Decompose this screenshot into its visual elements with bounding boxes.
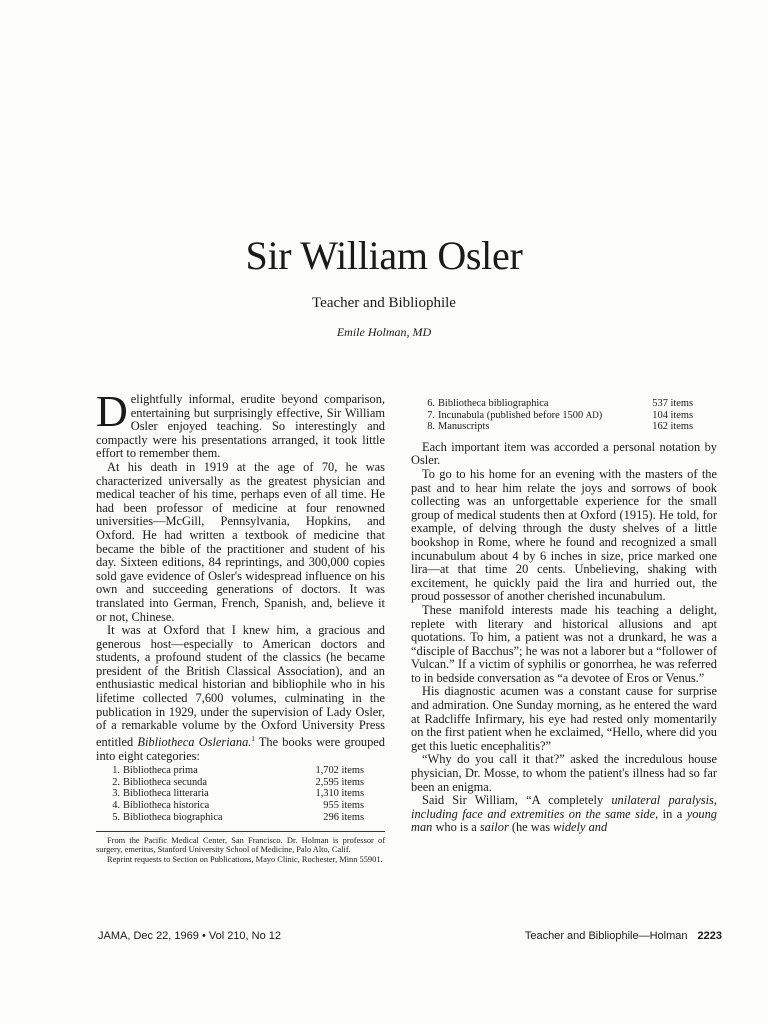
paragraph-6: These manifold interests made his teaching a delight, replete with literary and historical allusions and apt quotations. To him, a patient was not a drunkard, he was a “disciple of Bacchus”; he was not a laborer but a “follower of Vulcan.” If a victim of syphilis or gonorrhea, he was referred to in bedside conversation as “a devotee of Eros or Venus.” [411,602,717,685]
list-item [96,765,364,777]
paragraph-9-text-c: who is a [432,820,480,835]
paragraph-2: At his death in 1919 at the age of 70, he was characterized universally as the greatest physician and medical teacher of his time, perhaps even of all time. He had been professor of medicine at four renowned universities—McGill, Pennsylvania, Hopkins, and Oxford. He had written a textbook of medicine that became the bible of the practitioner and student of his day. Sixteen editions, 84 reprintings, and 300,000 copies sold gave evidence of Osler's widespread influence on his own and succeeding generations of doctors. It was translated into German, French, Spanish, and, believe it or not, Chinese. [96,459,385,624]
list-item-number: 4. [112,799,120,811]
list-item-count: 537 items [652,398,693,409]
drop-cap: D [96,387,128,436]
paragraph-9-text-b: in a [658,806,687,821]
paragraph-3-text-a: It was at Oxford that I knew him, a gracious and generous host—especially to American doctors and students, a profound student of the classics (he became president of the British Classical Association), and an enthusiastic medical historian and bibliophile who in his lifetime collected 7,600 volumes, culminating in the publication in 1929, under the supervision of Lady Osler, of a remarkable volume by the Oxford University Press entitled [96,623,385,749]
page-number: 2223 [697,930,722,942]
article-subtitle: Teacher and Bibliophile [312,295,456,311]
list-item-count: 2,595 items [315,776,364,788]
list-item [96,812,364,824]
list-item-count: 955 items [323,799,364,811]
left-column [96,387,385,864]
list-item [411,398,693,410]
book-title-italic: Bibliotheca Osleriana. [137,734,252,749]
list-item-name: Bibliotheca prima [123,765,198,777]
list-item-number: 6. [427,398,435,409]
category-list-right [411,398,693,433]
list-item-count: 296 items [323,811,364,823]
paragraph-1-text: elightfully informal, erudite beyond comparison, entertaining but surprisingly effective, Sir William Osler enjoyed teaching. So interestingly and compactly were his presentations arranged, it took little effort to remember them. [96,392,385,461]
paragraph-3 [96,624,385,763]
list-item-number: 1. [112,765,120,777]
list-item [411,410,693,422]
list-item-number: 8. [427,421,435,433]
list-item [411,421,693,433]
list-item-count: 162 items [652,421,693,433]
list-item-name-end: ) [598,409,603,421]
italic-phrase: young man [411,806,717,835]
list-item [96,777,364,789]
list-item-name [438,410,652,422]
list-item [96,800,364,812]
paragraph-4: Each important item was accorded a personal notation by Osler. [411,439,717,468]
paragraph-1 [96,387,385,461]
italic-phrase: sailor [479,820,509,835]
list-item-name: Bibliotheca historica [123,799,210,811]
list-item-name: Bibliotheca secunda [123,776,207,788]
list-item-count: 1,310 items [315,788,364,800]
reference-superscript: 1 [251,734,255,743]
footer-running-head [525,930,722,943]
list-item-name: Bibliotheca bibliographica [438,398,549,409]
running-title: Teacher and Bibliophile—Holman [524,930,688,942]
list-item-number: 3. [112,788,120,800]
era-abbreviation: AD [585,409,599,420]
list-item-number: 7. [427,409,435,421]
list-item-name: Bibliotheca biographica [123,811,223,823]
footnote-reprint: Reprint requests to Section on Publications, Mayo Clinic, Rochester, Minn 55901. [107,854,383,864]
paragraph-9-text-a: Said Sir William, “A completely [422,793,612,808]
right-column [411,396,717,835]
footnote-affiliation: From the Pacific Medical Center, San Francisco. Dr. Holman is professor of surgery, emeritus, Stanford University School of Medicine, Palo Alto, Calif. [96,836,385,855]
paragraph-8: “Why do you call it that?” asked the incredulous house physician, Dr. Mosse, to whom the patient's illness had so far been an enigma. [411,752,717,794]
italic-phrase: widely and [553,820,608,835]
footer-journal-citation: JAMA, Dec 22, 1969 • Vol 210, No 12 [98,930,282,942]
list-item-name: Manuscripts [438,421,490,433]
list-item-name: Bibliotheca litteraria [123,788,209,800]
list-item-number: 5. [112,811,120,823]
italic-phrase: unilateral paralysis, including face and extremities on the same side, [411,793,717,821]
paragraph-3-text-b: The books were grouped into eight categories: [96,734,385,763]
list-item-count: 104 items [652,409,693,421]
paragraph-9 [411,794,717,835]
category-list-left [96,765,364,823]
paragraph-9-text-d: (he was [508,820,554,835]
footnote-divider [96,831,385,832]
list-item-count: 1,702 items [315,765,364,777]
article-title: Sir William Osler [245,233,523,278]
paragraph-5: To go to his home for an evening with the masters of the past and to hear him relate the joys and sorrows of book collecting was an unforgettable experience for the small group of medical students then at Oxford (1915). He told, for example, of delving through the dusty shelves of a little bookshop in Rome, where he found and recognized a small incunabulum about 4 by 6 inches in size, price marked one lira—at that time 20 cents. Unbelieving, shaking with excitement, he quickly paid the lira and hurried out, the proud possessor of another cherished incunabulum. [411,466,717,604]
paragraph-7: His diagnostic acumen was a constant cause for surprise and admiration. One Sunday morning, as he entered the ward at Radcliffe Infirmary, his eye had rested only momentarily on the first patient when he exclaimed, “Hello, where did you get this luetic encephalitis?” [411,684,717,753]
article-author: Emile Holman, MD [336,325,432,339]
list-item-name-text: Incunabula (published before 1500 [438,409,586,421]
list-item [96,788,364,800]
list-item-number: 2. [112,776,120,788]
